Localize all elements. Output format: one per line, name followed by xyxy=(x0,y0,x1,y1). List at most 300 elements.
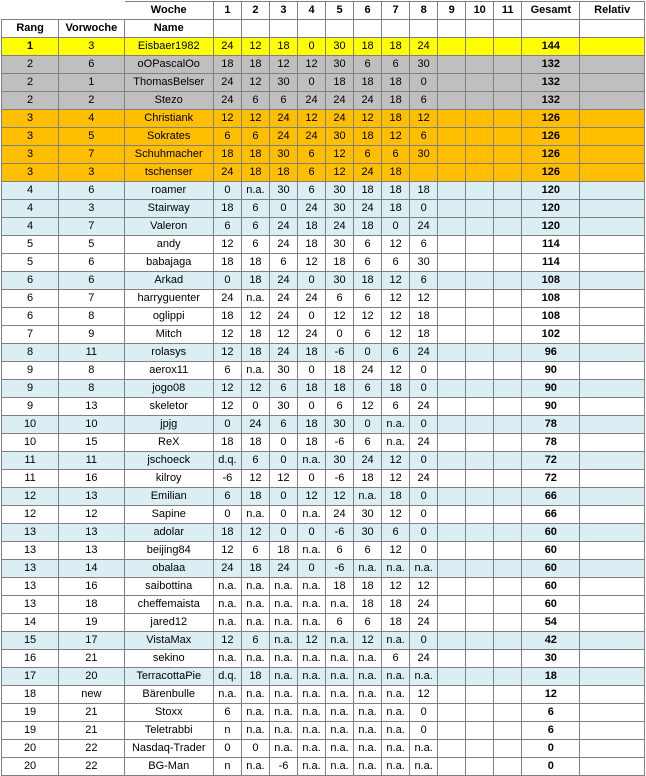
cell-vorwoche: 13 xyxy=(59,488,124,506)
cell-week-1: 18 xyxy=(213,146,241,164)
cell-relativ xyxy=(580,470,645,488)
cell-week-9 xyxy=(438,578,466,596)
cell-week-4: 12 xyxy=(297,488,325,506)
cell-gesamt: 90 xyxy=(522,380,580,398)
cell-week-1: 12 xyxy=(213,344,241,362)
cell-vorwoche: 4 xyxy=(59,110,124,128)
cell-rang: 12 xyxy=(2,488,59,506)
cell-week-6: 24 xyxy=(354,200,382,218)
ranking-table xyxy=(1,1,645,776)
cell-name: ThomasBelser xyxy=(124,74,213,92)
cell-gesamt: 108 xyxy=(522,290,580,308)
cell-gesamt: 60 xyxy=(522,578,580,596)
table-row xyxy=(2,380,645,398)
cell-vorwoche: 7 xyxy=(59,218,124,236)
cell-week-5: 18 xyxy=(326,362,354,380)
cell-week-3: 12 xyxy=(269,326,297,344)
cell-week-8: 0 xyxy=(410,506,438,524)
cell-week-9 xyxy=(438,290,466,308)
cell-week-10 xyxy=(466,56,494,74)
cell-week-1: 12 xyxy=(213,542,241,560)
cell-week-11 xyxy=(494,470,522,488)
table-row xyxy=(2,506,645,524)
table-row xyxy=(2,488,645,506)
cell-week-9 xyxy=(438,452,466,470)
cell-week-10 xyxy=(466,272,494,290)
cell-week-8: 30 xyxy=(410,254,438,272)
cell-week-2: 18 xyxy=(241,326,269,344)
cell-week-2: 12 xyxy=(241,110,269,128)
cell-week-4: n.a. xyxy=(297,704,325,722)
cell-week-6: 24 xyxy=(354,452,382,470)
cell-week-2: n.a. xyxy=(241,704,269,722)
cell-relativ xyxy=(580,380,645,398)
cell-rang: 1 xyxy=(2,38,59,56)
cell-week-3: -6 xyxy=(269,758,297,776)
table-row xyxy=(2,92,645,110)
cell-week-6: 0 xyxy=(354,344,382,362)
cell-week-9 xyxy=(438,506,466,524)
cell-week-4: n.a. xyxy=(297,668,325,686)
header-blank-w4 xyxy=(297,20,325,38)
cell-week-1: 18 xyxy=(213,200,241,218)
cell-week-4: 0 xyxy=(297,74,325,92)
cell-week-1: 0 xyxy=(213,416,241,434)
cell-week-2: 18 xyxy=(241,272,269,290)
cell-vorwoche: 21 xyxy=(59,722,124,740)
cell-week-9 xyxy=(438,56,466,74)
cell-vorwoche: 6 xyxy=(59,56,124,74)
header-blank-gesamt xyxy=(522,20,580,38)
cell-vorwoche: 6 xyxy=(59,254,124,272)
cell-week-7: 12 xyxy=(382,236,410,254)
cell-relativ xyxy=(580,398,645,416)
cell-week-2: 6 xyxy=(241,452,269,470)
cell-week-1: 12 xyxy=(213,398,241,416)
cell-week-11 xyxy=(494,254,522,272)
cell-week-7: 18 xyxy=(382,614,410,632)
cell-week-8: 12 xyxy=(410,290,438,308)
cell-rang: 13 xyxy=(2,524,59,542)
cell-week-5: 30 xyxy=(326,182,354,200)
cell-week-9 xyxy=(438,596,466,614)
cell-week-11 xyxy=(494,146,522,164)
cell-relativ xyxy=(580,254,645,272)
cell-week-1: 24 xyxy=(213,38,241,56)
cell-week-10 xyxy=(466,452,494,470)
cell-week-7: 18 xyxy=(382,164,410,182)
cell-week-8: 0 xyxy=(410,362,438,380)
cell-relativ xyxy=(580,740,645,758)
table-row xyxy=(2,74,645,92)
cell-week-3: n.a. xyxy=(269,686,297,704)
header-week-9: 9 xyxy=(438,2,466,20)
cell-vorwoche: 7 xyxy=(59,290,124,308)
cell-week-8: 0 xyxy=(410,632,438,650)
cell-week-4: 18 xyxy=(297,218,325,236)
cell-vorwoche: 6 xyxy=(59,182,124,200)
cell-week-5: 6 xyxy=(326,290,354,308)
header-week-2: 2 xyxy=(241,2,269,20)
cell-week-9 xyxy=(438,722,466,740)
cell-week-1: n.a. xyxy=(213,650,241,668)
table-row xyxy=(2,650,645,668)
cell-week-4: n.a. xyxy=(297,578,325,596)
header-week-11: 11 xyxy=(494,2,522,20)
cell-week-8: 24 xyxy=(410,398,438,416)
cell-week-4: 18 xyxy=(297,344,325,362)
header-row-week xyxy=(2,2,645,20)
cell-vorwoche: 21 xyxy=(59,704,124,722)
cell-gesamt: 78 xyxy=(522,416,580,434)
cell-week-2: 24 xyxy=(241,416,269,434)
cell-week-5: 30 xyxy=(326,452,354,470)
cell-week-5: 12 xyxy=(326,146,354,164)
cell-gesamt: 114 xyxy=(522,254,580,272)
cell-relativ xyxy=(580,758,645,776)
cell-week-3: n.a. xyxy=(269,668,297,686)
table-row xyxy=(2,596,645,614)
cell-relativ xyxy=(580,110,645,128)
cell-week-5: 18 xyxy=(326,380,354,398)
cell-week-1: 12 xyxy=(213,380,241,398)
cell-week-8: 24 xyxy=(410,650,438,668)
cell-week-3: 24 xyxy=(269,110,297,128)
cell-relativ xyxy=(580,128,645,146)
cell-week-6: 6 xyxy=(354,434,382,452)
cell-week-3: 30 xyxy=(269,182,297,200)
cell-relativ xyxy=(580,452,645,470)
header-blank-w11 xyxy=(494,20,522,38)
cell-week-3: 0 xyxy=(269,524,297,542)
cell-name: BG-Man xyxy=(124,758,213,776)
cell-week-1: 0 xyxy=(213,506,241,524)
cell-week-3: 6 xyxy=(269,92,297,110)
cell-relativ xyxy=(580,362,645,380)
cell-week-4: 0 xyxy=(297,470,325,488)
cell-week-4: n.a. xyxy=(297,452,325,470)
table-row xyxy=(2,254,645,272)
cell-name: jpjg xyxy=(124,416,213,434)
cell-week-6: 24 xyxy=(354,164,382,182)
cell-week-8: 0 xyxy=(410,524,438,542)
cell-vorwoche: 11 xyxy=(59,344,124,362)
cell-rang: 19 xyxy=(2,704,59,722)
cell-week-8: 24 xyxy=(410,470,438,488)
cell-rang: 5 xyxy=(2,254,59,272)
table-row xyxy=(2,470,645,488)
cell-week-11 xyxy=(494,758,522,776)
cell-week-11 xyxy=(494,632,522,650)
cell-week-2: n.a. xyxy=(241,722,269,740)
cell-week-2: 6 xyxy=(241,542,269,560)
cell-week-1: 6 xyxy=(213,362,241,380)
cell-week-9 xyxy=(438,758,466,776)
cell-week-6: n.a. xyxy=(354,668,382,686)
cell-relativ xyxy=(580,200,645,218)
cell-vorwoche: 7 xyxy=(59,146,124,164)
cell-week-2: n.a. xyxy=(241,650,269,668)
cell-week-2: 6 xyxy=(241,632,269,650)
cell-week-8: 18 xyxy=(410,182,438,200)
cell-week-10 xyxy=(466,704,494,722)
cell-week-6: 6 xyxy=(354,380,382,398)
cell-vorwoche: 2 xyxy=(59,92,124,110)
cell-week-11 xyxy=(494,542,522,560)
cell-week-6: 6 xyxy=(354,542,382,560)
cell-gesamt: 60 xyxy=(522,596,580,614)
cell-name: Stoxx xyxy=(124,704,213,722)
cell-week-7: 12 xyxy=(382,362,410,380)
cell-week-3: 6 xyxy=(269,254,297,272)
cell-week-3: 0 xyxy=(269,506,297,524)
header-name: Name xyxy=(124,20,213,38)
header-rang: Rang xyxy=(2,20,59,38)
cell-week-3: n.a. xyxy=(269,650,297,668)
cell-week-2: 12 xyxy=(241,380,269,398)
cell-week-8: 24 xyxy=(410,434,438,452)
cell-gesamt: 54 xyxy=(522,614,580,632)
cell-name: jogo08 xyxy=(124,380,213,398)
cell-name: Eisbaer1982 xyxy=(124,38,213,56)
cell-gesamt: 30 xyxy=(522,650,580,668)
cell-week-5: n.a. xyxy=(326,740,354,758)
cell-week-7: 18 xyxy=(382,110,410,128)
cell-week-4: 0 xyxy=(297,38,325,56)
cell-week-3: 24 xyxy=(269,290,297,308)
cell-week-8: 24 xyxy=(410,38,438,56)
cell-week-5: -6 xyxy=(326,434,354,452)
cell-week-7: 12 xyxy=(382,326,410,344)
table-row xyxy=(2,182,645,200)
cell-week-8: 18 xyxy=(410,326,438,344)
cell-week-4: n.a. xyxy=(297,740,325,758)
cell-week-8: n.a. xyxy=(410,668,438,686)
cell-week-3: 0 xyxy=(269,488,297,506)
cell-week-5: n.a. xyxy=(326,632,354,650)
cell-relativ xyxy=(580,146,645,164)
cell-week-4: n.a. xyxy=(297,686,325,704)
cell-vorwoche: 1 xyxy=(59,74,124,92)
cell-vorwoche: 11 xyxy=(59,452,124,470)
cell-week-3: 6 xyxy=(269,416,297,434)
header-blank-w5 xyxy=(326,20,354,38)
cell-name: saibottina xyxy=(124,578,213,596)
cell-week-1: 24 xyxy=(213,164,241,182)
cell-week-5: 0 xyxy=(326,326,354,344)
cell-week-6: 6 xyxy=(354,326,382,344)
cell-vorwoche: 18 xyxy=(59,596,124,614)
table-row xyxy=(2,614,645,632)
cell-week-7: 6 xyxy=(382,344,410,362)
cell-week-3: 24 xyxy=(269,128,297,146)
cell-week-5: 24 xyxy=(326,92,354,110)
cell-week-3: 30 xyxy=(269,74,297,92)
cell-name: sekino xyxy=(124,650,213,668)
cell-relativ xyxy=(580,686,645,704)
cell-week-7: n.a. xyxy=(382,722,410,740)
cell-week-6: 30 xyxy=(354,524,382,542)
cell-week-9 xyxy=(438,704,466,722)
cell-week-9 xyxy=(438,614,466,632)
cell-relativ xyxy=(580,542,645,560)
cell-week-2: 18 xyxy=(241,560,269,578)
cell-week-6: 18 xyxy=(354,128,382,146)
cell-week-10 xyxy=(466,398,494,416)
cell-name: tschenser xyxy=(124,164,213,182)
cell-week-2: 0 xyxy=(241,398,269,416)
cell-week-6: n.a. xyxy=(354,488,382,506)
header-row-labels xyxy=(2,20,645,38)
cell-week-5: -6 xyxy=(326,470,354,488)
cell-rang: 11 xyxy=(2,452,59,470)
cell-week-1: 6 xyxy=(213,128,241,146)
cell-vorwoche: 17 xyxy=(59,632,124,650)
cell-week-2: 6 xyxy=(241,92,269,110)
cell-week-9 xyxy=(438,416,466,434)
cell-week-9 xyxy=(438,362,466,380)
cell-week-6: 18 xyxy=(354,596,382,614)
cell-gesamt: 126 xyxy=(522,146,580,164)
cell-rang: 13 xyxy=(2,542,59,560)
cell-relativ xyxy=(580,326,645,344)
cell-week-9 xyxy=(438,182,466,200)
cell-week-11 xyxy=(494,740,522,758)
cell-week-9 xyxy=(438,740,466,758)
cell-relativ xyxy=(580,218,645,236)
cell-gesamt: 12 xyxy=(522,686,580,704)
cell-vorwoche: 16 xyxy=(59,578,124,596)
cell-week-3: n.a. xyxy=(269,632,297,650)
cell-week-1: n xyxy=(213,758,241,776)
cell-week-9 xyxy=(438,668,466,686)
cell-name: Christiank xyxy=(124,110,213,128)
cell-week-10 xyxy=(466,524,494,542)
cell-week-5: 6 xyxy=(326,398,354,416)
cell-week-7: 12 xyxy=(382,452,410,470)
cell-week-1: 0 xyxy=(213,182,241,200)
cell-name: obalaa xyxy=(124,560,213,578)
cell-week-4: 12 xyxy=(297,110,325,128)
cell-week-7: 12 xyxy=(382,272,410,290)
cell-week-11 xyxy=(494,686,522,704)
cell-gesamt: 126 xyxy=(522,110,580,128)
cell-week-3: 0 xyxy=(269,452,297,470)
cell-week-5: 12 xyxy=(326,308,354,326)
cell-rang: 6 xyxy=(2,290,59,308)
cell-week-8: 0 xyxy=(410,542,438,560)
cell-week-9 xyxy=(438,632,466,650)
cell-vorwoche: 22 xyxy=(59,758,124,776)
table-row xyxy=(2,416,645,434)
cell-name: andy xyxy=(124,236,213,254)
cell-week-6: n.a. xyxy=(354,704,382,722)
cell-gesamt: 132 xyxy=(522,74,580,92)
cell-week-10 xyxy=(466,740,494,758)
cell-week-3: n.a. xyxy=(269,722,297,740)
cell-week-8: 0 xyxy=(410,416,438,434)
table-row xyxy=(2,110,645,128)
cell-name: oOPascalOo xyxy=(124,56,213,74)
cell-week-5: n.a. xyxy=(326,758,354,776)
cell-rang: 16 xyxy=(2,650,59,668)
cell-week-9 xyxy=(438,560,466,578)
cell-week-10 xyxy=(466,416,494,434)
cell-relativ xyxy=(580,308,645,326)
cell-vorwoche: 12 xyxy=(59,506,124,524)
cell-week-4: n.a. xyxy=(297,722,325,740)
cell-week-5: n.a. xyxy=(326,686,354,704)
cell-vorwoche: 21 xyxy=(59,650,124,668)
cell-rang: 9 xyxy=(2,398,59,416)
cell-week-1: 18 xyxy=(213,434,241,452)
cell-week-4: 6 xyxy=(297,146,325,164)
cell-week-9 xyxy=(438,488,466,506)
cell-week-8: 12 xyxy=(410,110,438,128)
cell-week-4: n.a. xyxy=(297,596,325,614)
cell-week-6: 24 xyxy=(354,92,382,110)
cell-week-11 xyxy=(494,704,522,722)
cell-week-7: 6 xyxy=(382,56,410,74)
cell-gesamt: 72 xyxy=(522,470,580,488)
cell-week-6: 12 xyxy=(354,308,382,326)
cell-name: kilroy xyxy=(124,470,213,488)
cell-relativ xyxy=(580,614,645,632)
cell-rang: 13 xyxy=(2,560,59,578)
cell-week-6: 18 xyxy=(354,578,382,596)
cell-week-5: 18 xyxy=(326,74,354,92)
header-week-5: 5 xyxy=(326,2,354,20)
table-row xyxy=(2,218,645,236)
cell-week-7: 18 xyxy=(382,488,410,506)
cell-week-4: 0 xyxy=(297,560,325,578)
cell-week-4: 0 xyxy=(297,308,325,326)
cell-week-3: 24 xyxy=(269,218,297,236)
table-row xyxy=(2,740,645,758)
cell-vorwoche: 13 xyxy=(59,542,124,560)
cell-name: Sokrates xyxy=(124,128,213,146)
cell-week-5: 6 xyxy=(326,542,354,560)
cell-week-11 xyxy=(494,218,522,236)
cell-week-7: n.a. xyxy=(382,686,410,704)
header-week-10: 10 xyxy=(466,2,494,20)
cell-week-8: 12 xyxy=(410,686,438,704)
cell-week-10 xyxy=(466,578,494,596)
header-blank-vorwoche xyxy=(59,2,124,20)
cell-gesamt: 114 xyxy=(522,236,580,254)
cell-gesamt: 132 xyxy=(522,92,580,110)
cell-name: Bärenbulle xyxy=(124,686,213,704)
cell-week-8 xyxy=(410,164,438,182)
cell-week-4: 0 xyxy=(297,362,325,380)
cell-week-2: 6 xyxy=(241,128,269,146)
cell-week-10 xyxy=(466,110,494,128)
cell-relativ xyxy=(580,416,645,434)
cell-week-11 xyxy=(494,74,522,92)
header-blank-rang xyxy=(2,2,59,20)
cell-week-8: 24 xyxy=(410,344,438,362)
cell-week-7: 12 xyxy=(382,542,410,560)
cell-relativ xyxy=(580,632,645,650)
cell-gesamt: 132 xyxy=(522,56,580,74)
cell-week-10 xyxy=(466,146,494,164)
cell-week-9 xyxy=(438,200,466,218)
cell-week-11 xyxy=(494,524,522,542)
cell-week-5: 30 xyxy=(326,128,354,146)
cell-week-11 xyxy=(494,92,522,110)
table-row xyxy=(2,308,645,326)
cell-week-1: n xyxy=(213,722,241,740)
